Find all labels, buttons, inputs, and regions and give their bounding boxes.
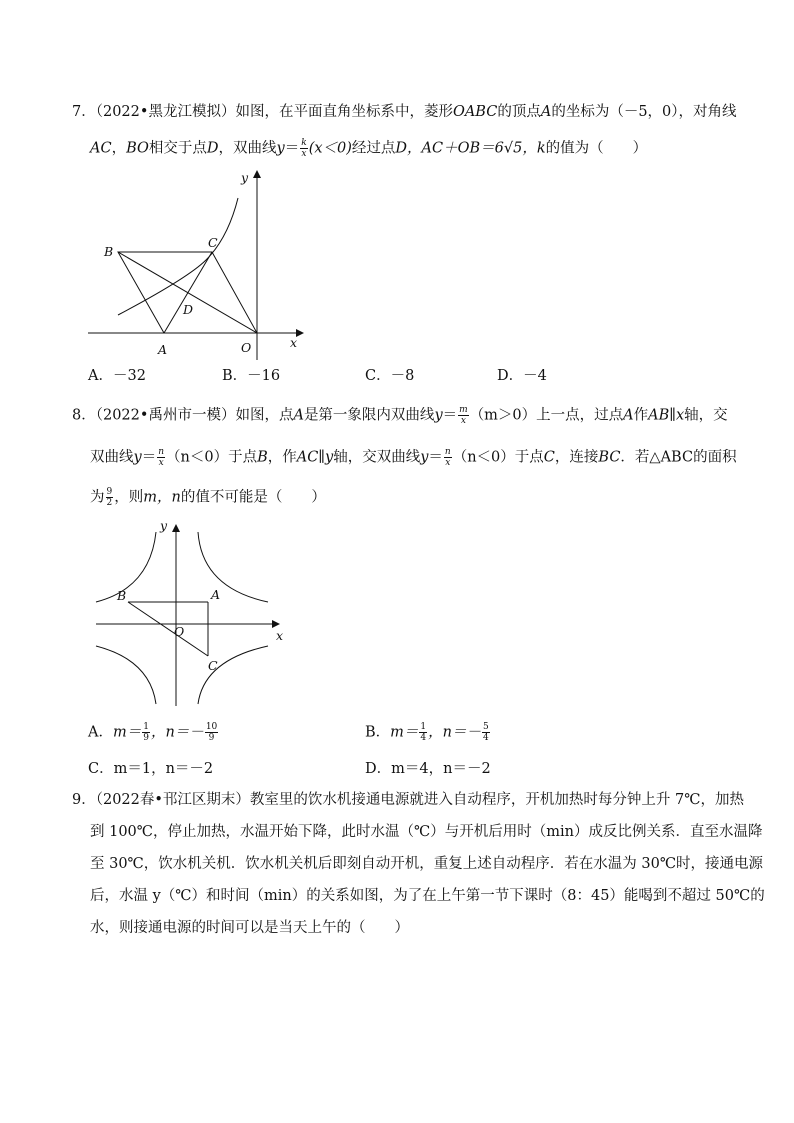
q8-label-x: x: [276, 628, 284, 643]
q9-line3: 至 30℃，饮水机关机．饮水机关机后即刻自动开机，重复上述自动程序．若在水温为 30℃时，接通电源: [90, 856, 764, 872]
q8-frac-nx: [157, 447, 165, 468]
q8-frac-den: 9: [208, 733, 215, 743]
q8-label-y: y: [160, 518, 168, 533]
q8-text: 作: [633, 407, 649, 424]
q9-line2: 到 100℃，停止加热，水温开始下降，此时水温（℃）与开机后用时（min）成反比例关系．直至水温降: [90, 824, 763, 840]
q7-text: 如图，在平面直角坐标系中，菱形: [235, 104, 453, 120]
q7-fraction: [300, 138, 307, 159]
q8-cond-n: （n＜0）: [166, 449, 229, 466]
q8-text: 轴，交双曲线: [333, 449, 421, 466]
q7-line2: [90, 138, 647, 159]
q8-formula-y: y: [133, 449, 142, 466]
q8-x-arrow: [272, 620, 280, 628]
q7-option-d[interactable]: D．－4: [497, 368, 547, 384]
q8-text: 的值不可能是（ ）: [180, 489, 326, 506]
q8-label-c: C: [208, 658, 218, 673]
q8-frac-num: 1: [143, 722, 149, 732]
q7-text: ，: [111, 140, 127, 157]
q9-line1: 9．（2022春•邗江区期末）教室里的饮水机接通电源就进入自动程序，开机加热时每分钟上升 7℃，加热: [72, 792, 744, 808]
q8-point-b: B: [257, 449, 268, 466]
q8-text: 上一点，过点: [536, 407, 624, 424]
q8-frac-num: n: [444, 447, 451, 457]
q7-label-c: C: [208, 235, 218, 250]
q7-text: 相交于点: [148, 140, 207, 157]
q8-label-a: A: [211, 587, 221, 602]
q7-label-y: y: [241, 170, 249, 185]
q8-frac-num: 1: [420, 722, 427, 732]
q7-y-arrow: [253, 170, 261, 178]
q7-ac: AC: [90, 140, 112, 157]
q7-label-b: B: [104, 244, 114, 259]
q7-formula-eq: ＝: [284, 140, 300, 157]
q7-frac-num: k: [301, 138, 307, 148]
q8-cond-m: （m＞0）: [469, 407, 537, 424]
q7-text: 的值为（ ）: [545, 140, 648, 157]
q8-opt-prefix: B．: [365, 724, 391, 741]
q7-formula-cond: (x＜0): [308, 140, 352, 157]
q7-diagonal-ac: [164, 252, 212, 333]
q8-opt-n: ，n＝－: [428, 724, 481, 741]
q7-frac-den: x: [301, 149, 307, 159]
q8-frac-den: 9: [143, 733, 149, 743]
q7-line1: [72, 102, 737, 122]
q8-frac-num: m: [459, 405, 468, 415]
q7-formula-y: y: [276, 140, 285, 157]
q8-point-c: C: [543, 449, 555, 466]
q7-x-arrow: [296, 329, 304, 337]
q7-number: 7．: [72, 104, 96, 120]
q7-figure: [88, 168, 308, 368]
q8-hyperbola-q3: [96, 646, 156, 704]
q7-condition: D，AC＋OB＝6√5，: [395, 140, 537, 157]
q7-hyperbola: [118, 198, 238, 315]
q8-figure: [92, 518, 292, 710]
q8-opt-n: ，n＝－: [150, 724, 204, 741]
q8-frac-num: n: [158, 447, 164, 457]
q8-formula-y: y: [434, 407, 443, 424]
q8-point-a: A: [623, 407, 634, 424]
q7-point-d: D: [206, 140, 219, 157]
q8-label-b: B: [117, 588, 127, 603]
q8-text: 于点: [228, 449, 258, 466]
q8-frac-num: 10: [205, 722, 218, 732]
q7-oabc: OABC: [452, 104, 498, 120]
q7-bo: BO: [126, 140, 149, 157]
q8-opt-frac: [205, 722, 218, 743]
q8-opt-frac: [419, 722, 427, 743]
q8-text: ，作: [267, 449, 297, 466]
q8-frac-nx-2: [444, 447, 452, 468]
q8-frac-9-2: [106, 487, 114, 508]
q8-frac-mx: [458, 405, 469, 426]
q8-opt-m: m＝: [112, 724, 142, 741]
q8-formula-eq: ＝: [141, 449, 157, 466]
q7-label-a: A: [158, 342, 168, 357]
q8-frac-den: x: [460, 416, 466, 426]
q8-ab-parallel: AB∥x: [648, 407, 685, 424]
q8-line3: [90, 487, 326, 508]
q8-cond-n: （n＜0）: [452, 449, 515, 466]
q9-line5: 水，则接通电源的时间可以是当天上午的（ ）: [90, 920, 409, 936]
q8-bc: BC: [598, 449, 621, 466]
q7-text: 的顶点: [497, 104, 541, 120]
q7-text: 的坐标为（－5，0），对角线: [551, 104, 737, 120]
q7-label-o: O: [241, 340, 252, 355]
q8-text: 如图，点: [235, 407, 294, 424]
q8-y-arrow: [172, 524, 180, 532]
q8-opt-prefix: A．: [88, 724, 113, 741]
q7-label-d: D: [183, 302, 194, 317]
q8-text: 于点: [514, 449, 544, 466]
q8-text: ，连接: [554, 449, 599, 466]
q8-frac-num: 9: [106, 487, 113, 497]
q8-frac-den: x: [158, 458, 164, 468]
q8-opt-frac: [482, 722, 490, 743]
q8-opt-m: m＝: [390, 724, 419, 741]
q7-text: ，双曲线: [218, 140, 277, 157]
q8-hyperbola-q1: [198, 532, 268, 602]
q8-line1: [72, 405, 728, 426]
q8-label-o: O: [174, 624, 185, 639]
q7-label-x: x: [290, 335, 298, 350]
q8-option-c[interactable]: C．m＝1，n＝－2: [88, 761, 214, 777]
q8-option-d[interactable]: D．m＝4，n＝－2: [365, 761, 491, 777]
q8-segment-bc: [128, 602, 208, 656]
q7-option-a[interactable]: A．－32: [88, 368, 146, 384]
q8-formula-y: y: [420, 449, 429, 466]
q8-text: 为: [90, 489, 105, 506]
q8-frac-den: 2: [106, 498, 113, 508]
q7-option-c[interactable]: C．－8: [365, 368, 415, 384]
q8-formula-eq: ＝: [428, 449, 443, 466]
q8-source: （2022•禹州市一模）: [95, 407, 236, 424]
q8-text: 是第一象限内双曲线: [303, 407, 435, 424]
q8-ac-parallel: AC∥y: [296, 449, 334, 466]
q8-text: 轴，交: [684, 407, 728, 424]
q8-option-b[interactable]: [365, 722, 491, 743]
q7-option-b[interactable]: B．－16: [222, 368, 281, 384]
q8-frac-den: x: [445, 458, 451, 468]
q8-formula-eq: ＝: [442, 407, 458, 424]
q8-text: ，则: [114, 489, 144, 506]
q7-source: （2022•黑龙江模拟）: [95, 104, 236, 120]
q8-line2: [90, 447, 737, 468]
q7-text: 经过点: [351, 140, 396, 157]
q8-frac-num: 5: [482, 722, 489, 732]
q7-point-a: A: [540, 104, 552, 120]
q9-line4: 后，水温 y（℃）和时间（min）的关系如图，为了在上午第一节下课时（8：45）能喝到不超过 50℃的: [90, 888, 765, 904]
q8-text: 双曲线: [90, 449, 134, 466]
q8-mn: m，n: [143, 489, 181, 506]
q8-text: ．若△ABC的面积: [620, 449, 737, 466]
q8-option-a[interactable]: [88, 722, 219, 743]
q8-opt-frac: [142, 722, 150, 743]
q8-point-a: A: [293, 407, 304, 424]
q7-k: k: [536, 140, 546, 157]
q8-frac-den: 4: [482, 733, 489, 743]
q8-frac-den: 4: [420, 733, 427, 743]
q8-number: 8．: [72, 407, 96, 424]
